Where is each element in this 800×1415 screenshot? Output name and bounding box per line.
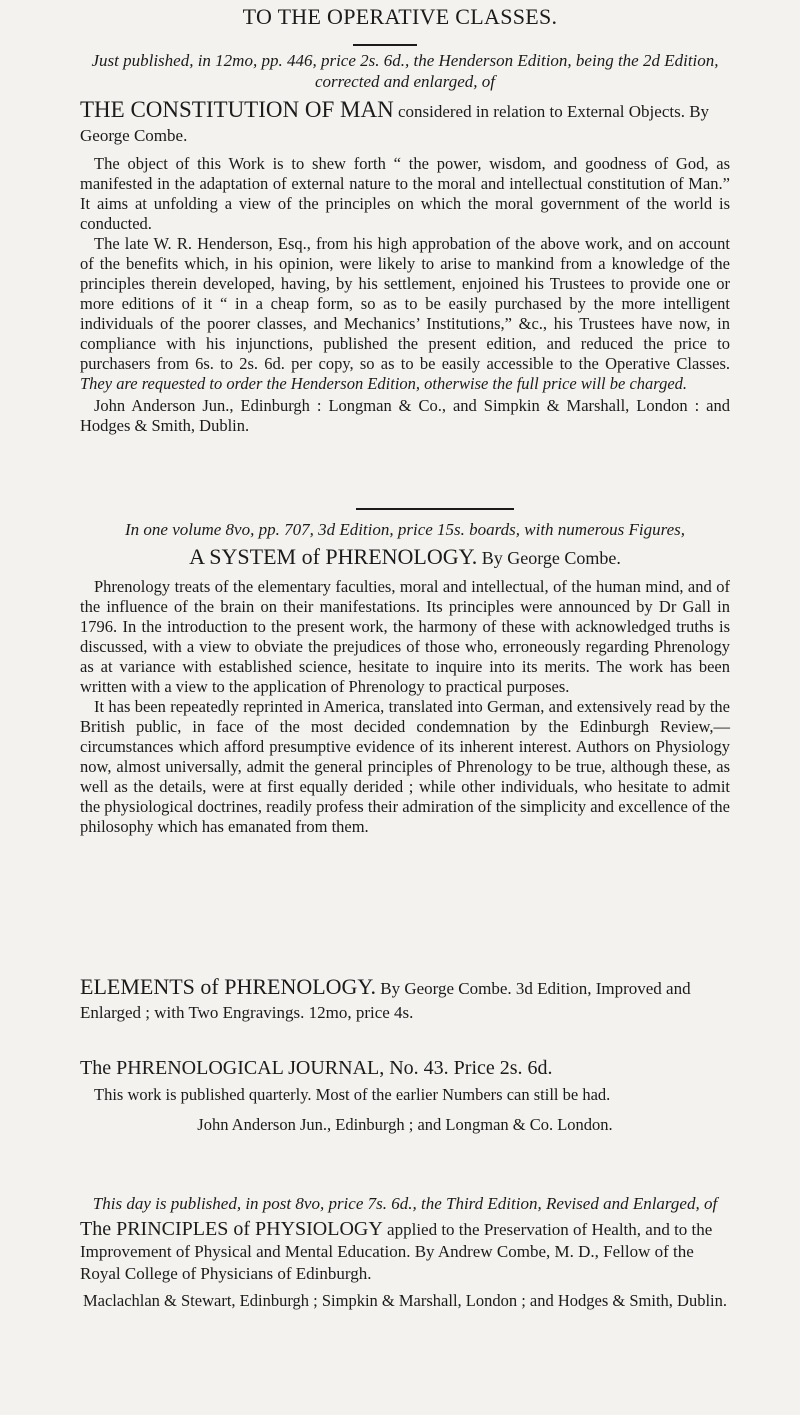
- ad3-title-rest: By George Combe. 3d Edition, Improved and Enlarged ; with Two Engravings. 12mo, price 4s.: [80, 979, 691, 1022]
- ad1-title-main: THE CONSTITUTION OF MAN: [80, 97, 394, 122]
- ad-constitution-of-man: [80, 50, 730, 436]
- ad1-publisher: John Anderson Jun., Edinburgh : Longman & Co., and Simpkin & Marshall, London : and Hodges & Smith, Dublin.: [80, 396, 730, 435]
- ad4-publisher: John Anderson Jun., Edinburgh ; and Longman & Co. London.: [197, 1115, 613, 1134]
- section-rule: [356, 508, 514, 510]
- ad5-title-main: The PRINCIPLES of PHYSIOLOGY: [80, 1218, 383, 1240]
- ad5-title-rest: applied to the Preservation of Health, and to the Improvement of Physical and Mental Education. By Andrew Combe, M. D., Fellow of the Royal College of Physicians of Edinburgh.: [80, 1220, 713, 1283]
- ad3-title-main: ELEMENTS of PHRENOLOGY.: [80, 974, 376, 999]
- ad1-title-rest: considered in relation to External Objects. By George Combe.: [80, 102, 710, 145]
- ad3-title: [80, 975, 730, 1025]
- ad4-title: The PHRENOLOGICAL JOURNAL, No. 43. Price 2s. 6d.: [80, 1057, 553, 1079]
- ad5-title: [80, 1218, 730, 1285]
- ad-system-of-phrenology: [80, 519, 730, 837]
- ad2-title-main: A SYSTEM of PHRENOLOGY.: [189, 544, 478, 569]
- header-rule: [353, 44, 417, 46]
- ad1-title: [80, 98, 730, 148]
- ad2-para2: It has been repeatedly reprinted in America, translated into German, and extensively read by the British public, in face of the most decided condemnation by the Edinburgh Review,—circumstances which afford presumptive evidence of its inherent interest. Authors on Physiology now, almost universally, admit the general principles of Phrenology to be true, although these, as well as the details, were at first equally derided ; while other individuals, who hesitate to admit the physiological doctrines, readily profess their admiration of the simplicity and excellence of the philosophy which has emanated from them.: [80, 697, 730, 836]
- ad5-intro: This day is published, in post 8vo, price 7s. 6d., the Third Edition, Revised and Enlarged, of: [92, 1194, 718, 1213]
- ad1-para2-text: The late W. R. Henderson, Esq., from his high approbation of the above work, and on account of the benefits which, in his opinion, were likely to arise to mankind from a knowledge of the principles therein developed, having, by his settlement, enjoined his Trustees to provide one or more editions of it “ in a cheap form, so as to be easily purchased by the more intelligent individuals of the poorer classes, and Mechanics’ Institutions,” &c., his Trustees have now, in compliance with his injunctions, published the present edition, and reduced the price to purchasers from 6s. to 2s. 6d. per copy, so as to be easily accessible to the Operative Classes.: [80, 234, 730, 373]
- ad-elements-of-phrenology: [80, 975, 730, 1025]
- ad1-para2-note: They are requested to order the Henderson Edition, otherwise the full price will be charged.: [80, 374, 688, 393]
- ad1-para2: [80, 234, 730, 394]
- ad2-intro: In one volume 8vo, pp. 707, 3d Edition, price 15s. boards, with numerous Figures,: [124, 520, 685, 539]
- page-header: TO THE OPERATIVE CLASSES.: [242, 4, 558, 29]
- ad2-title-rest: By George Combe.: [477, 548, 621, 568]
- ad-phrenological-journal: [80, 1055, 730, 1135]
- ad2-para1: Phrenology treats of the elementary faculties, moral and intellectual, of the human mind, and of the influence of the brain on their manifestations. Its principles were announced by Dr Gall in 1796. In the introduction to the present work, the harmony of these with acknowledged truths is discussed, with a view to obviate the prejudices of those who, erroneously regarding Phrenology as at variance with established science, hesitate to inquire into its merits. The work has been written with a view to the application of Phrenology to practical purposes.: [80, 577, 730, 696]
- ad2-title: [80, 544, 730, 571]
- ad-principles-of-physiology: [80, 1193, 730, 1311]
- ad4-para1: This work is published quarterly. Most of the earlier Numbers can still be had.: [94, 1085, 611, 1104]
- ad1-intro: Just published, in 12mo, pp. 446, price 2s. 6d., the Henderson Edition, being the 2d Edition, corrected and enlarged, of: [91, 51, 719, 91]
- ad1-para1: The object of this Work is to shew forth “ the power, wisdom, and goodness of God, as manifested in the adaptation of external nature to the moral and intellectual constitution of Man.” It aims at unfolding a view of the principles on which the moral government of the world is conducted.: [80, 154, 730, 233]
- ad5-publisher: Maclachlan & Stewart, Edinburgh ; Simpkin & Marshall, London ; and Hodges & Smith, Dublin.: [82, 1291, 728, 1310]
